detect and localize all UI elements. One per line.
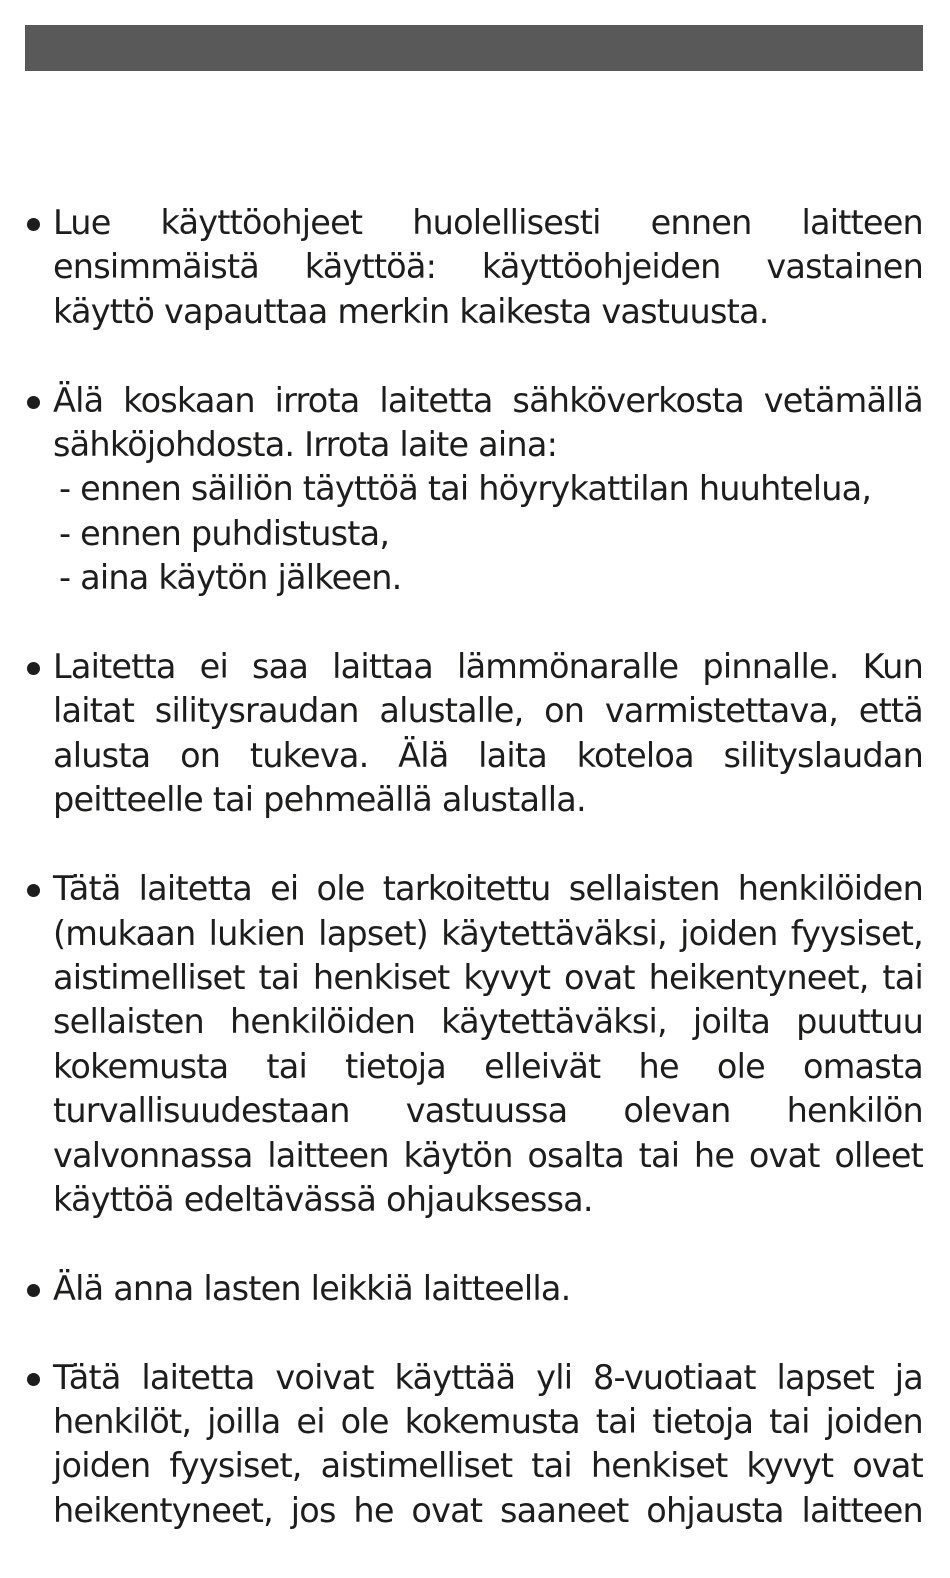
item-text: Tätä laitetta voivat käyttää yli 8-vuotiaat lapset ja henkilöt, joilla ei ole kokemusta tai tietoja tai joiden joiden fyysiset, aistimelliset tai henkiset kyvyt ovat heikentyneet, jos he ovat saaneet ohjausta laitteen — [53, 1357, 923, 1530]
header-bar — [25, 25, 923, 71]
sub-item: - ennen puhdistusta, — [59, 513, 390, 553]
item-text: Tätä laitetta ei ole tarkoitettu sellaisten henkilöiden (mukaan lukien lapset) käytettäväksi, joiden fyysiset, aistimelliset tai henkiset kyvyt ovat heikentyneet, tai sellaisten henkilöiden käytettäväksi, joilta puuttuu kokemusta tai tietoja elleivät he ole omasta turvallisuudestaan vastuussa olevan henkilön valvonnassa laitteen käytön osalta tai he ovat olleet käyttöä edeltävässä ohjauksessa. — [53, 869, 923, 1219]
list-item — [25, 1267, 923, 1356]
bullet-icon — [27, 396, 40, 409]
sub-item: - aina käytön jälkeen. — [59, 558, 402, 598]
sub-item: - ennen säiliön täyttöä tai höyrykattilan huuhtelua, — [59, 469, 872, 509]
list-item — [25, 645, 923, 867]
list-item — [25, 1356, 923, 1578]
list-item — [25, 201, 923, 379]
safety-instructions — [25, 201, 923, 1578]
bullet-icon — [27, 1373, 40, 1386]
bullet-icon — [27, 662, 40, 675]
bullet-icon — [27, 1284, 40, 1297]
item-text: Lue käyttöohjeet huolellisesti ennen laitteen ensimmäistä käyttöä: käyttöohjeiden vastainen käyttö vapauttaa merkin kaikesta vastuusta. — [53, 203, 923, 331]
item-text: Älä anna lasten leikkiä laitteella. — [53, 1268, 571, 1308]
list-item — [25, 867, 923, 1267]
bullet-icon — [27, 218, 40, 231]
bullet-icon — [27, 884, 40, 897]
item-text: Älä koskaan irrota laitetta sähköverkosta vetämällä sähköjohdosta. Irrota laite aina: — [53, 380, 923, 465]
item-text: Laitetta ei saa laittaa lämmönaralle pinnalle. Kun laitat silitysraudan alustalle, on varmistettava, että alusta on tukeva. Älä laita koteloa silityslaudan peitteelle tai pehmeällä alustalla. — [53, 647, 923, 820]
list-item — [25, 379, 923, 645]
